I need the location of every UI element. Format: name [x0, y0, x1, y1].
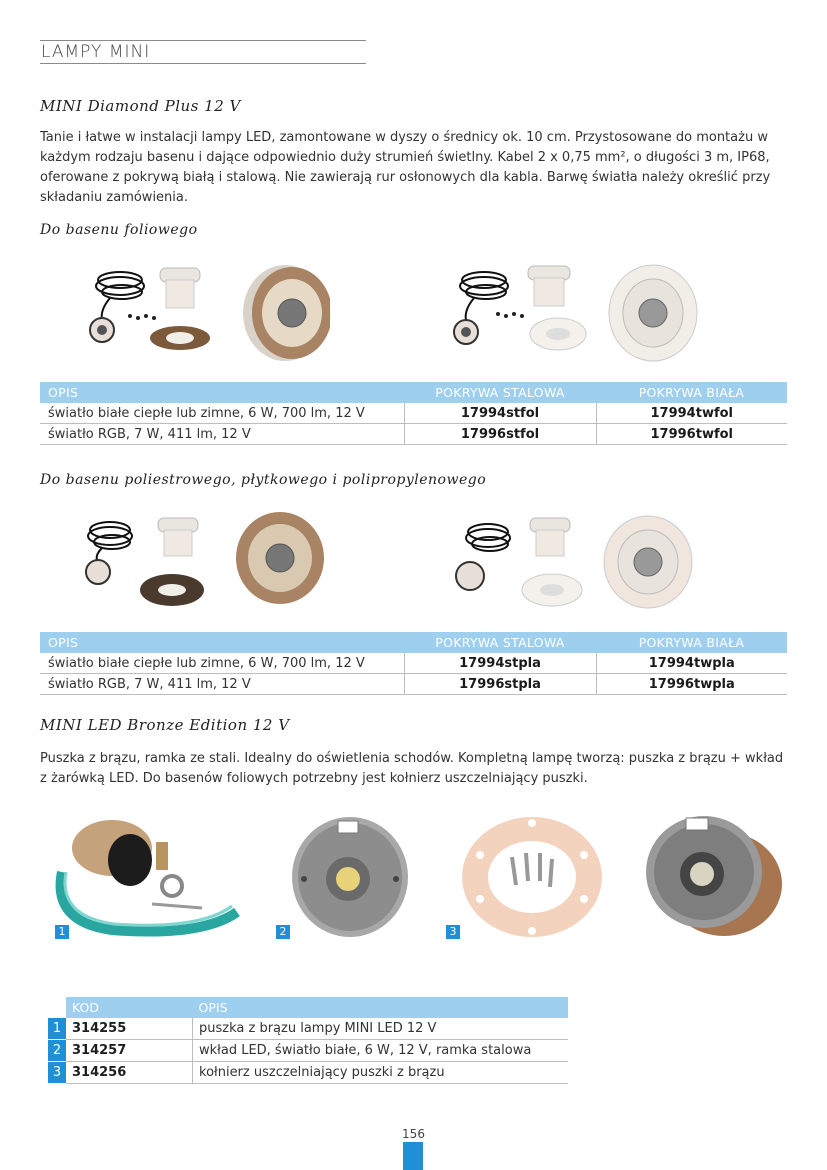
- cell-opis: puszka z brązu lampy MINI LED 12 V: [193, 1018, 569, 1040]
- cell-opis: wkład LED, światło białe, 6 W, 12 V, ramka stalowa: [193, 1040, 569, 1062]
- subsection-title-polyester: Do basenu poliestrowego, płytkowego i polipropylenowego: [40, 472, 487, 488]
- table-row: [48, 1040, 568, 1062]
- col-header-desc: OPIS: [40, 382, 404, 403]
- header-rule-bottom: [40, 63, 366, 64]
- product-image-sealing-flange: [460, 815, 605, 940]
- price-table-polyester: [40, 632, 787, 695]
- cell-desc: światło białe ciepłe lub zimne, 6 W, 700 lm, 12 V: [40, 403, 404, 424]
- row-number: 3: [48, 1062, 66, 1084]
- bronze-product-table: [48, 997, 568, 1084]
- table-row: [48, 1018, 568, 1040]
- product-image-white-polyester: [448, 510, 708, 620]
- col-header-desc: OPIS: [40, 632, 404, 653]
- product-image-white-liner: [448, 258, 708, 368]
- badge-1: 1: [55, 925, 69, 939]
- table-row: [40, 403, 787, 424]
- cell-kod: 314256: [66, 1062, 193, 1084]
- cell-code-steel: 17994stfol: [404, 403, 596, 424]
- product-image-led-insert: [290, 815, 410, 940]
- page-tab-marker: [403, 1142, 423, 1170]
- col-header-blank: [48, 997, 66, 1018]
- cell-desc: światło białe ciepłe lub zimne, 6 W, 700 lm, 12 V: [40, 653, 404, 674]
- cell-code-steel: 17996stpla: [404, 674, 596, 695]
- cell-code-white: 17994twfol: [596, 403, 787, 424]
- page-header-title: LAMPY MINI: [41, 42, 151, 62]
- row-number: 2: [48, 1040, 66, 1062]
- product-image-bronze-housing: [52, 812, 247, 940]
- page-number: 156: [402, 1127, 425, 1141]
- col-header-white: POKRYWA BIAŁA: [596, 382, 787, 403]
- table-row: [48, 1062, 568, 1084]
- cell-code-steel: 17996stfol: [404, 424, 596, 445]
- cell-code-white: 17996twpla: [596, 674, 787, 695]
- badge-3: 3: [446, 925, 460, 939]
- cell-desc: światło RGB, 7 W, 411 lm, 12 V: [40, 424, 404, 445]
- section-description-bronze-edition: Puszka z brązu, ramka ze stali. Idealny do oświetlenia schodów. Kompletną lampę tworzą: puszka z brązu + wkład z żarówką LED. Do basenów foliowych potrzebny jest kołnierz uszczelniający puszki.: [40, 751, 784, 786]
- cell-kod: 314255: [66, 1018, 193, 1040]
- product-image-steel-liner: [80, 258, 330, 368]
- table-row: [40, 424, 787, 445]
- col-header-opis: OPIS: [193, 997, 569, 1018]
- product-image-steel-polyester: [80, 510, 330, 620]
- cell-code-steel: 17994stpla: [404, 653, 596, 674]
- cell-code-white: 17996twfol: [596, 424, 787, 445]
- header-rule-top: [40, 40, 366, 41]
- cell-opis: kołnierz uszczelniający puszki z brązu: [193, 1062, 569, 1084]
- col-header-kod: KOD: [66, 997, 193, 1018]
- subsection-title-liner: Do basenu foliowego: [40, 222, 198, 238]
- cell-desc: światło RGB, 7 W, 411 lm, 12 V: [40, 674, 404, 695]
- col-header-steel: POKRYWA STALOWA: [404, 382, 596, 403]
- col-header-white: POKRYWA BIAŁA: [596, 632, 787, 653]
- badge-2: 2: [276, 925, 290, 939]
- price-table-liner: [40, 382, 787, 445]
- cell-code-white: 17994twpla: [596, 653, 787, 674]
- section-title-bronze-edition: MINI LED Bronze Edition 12 V: [40, 716, 290, 734]
- cell-kod: 314257: [66, 1040, 193, 1062]
- section-description-diamond-plus: Tanie i łatwe w instalacji lampy LED, zamontowane w dyszy o średnicy ok. 10 cm. Przystosowane do montażu w każdym rodzaju basenu i dające odpowiednio duży strumień świetlny. Kabel 2 x 0,75 mm², o długości 3 m, IP68, oferowane z pokrywą białą i stalową. Nie zawierają rur osłonowych dla kabla. Barwę światła należy określić przy składaniu zamówienia.: [40, 130, 771, 205]
- row-number: 1: [48, 1018, 66, 1040]
- col-header-steel: POKRYWA STALOWA: [404, 632, 596, 653]
- table-row: [40, 653, 787, 674]
- table-row: [40, 674, 787, 695]
- product-image-complete-lamp: [640, 812, 785, 940]
- section-title-diamond-plus: MINI Diamond Plus 12 V: [40, 97, 241, 115]
